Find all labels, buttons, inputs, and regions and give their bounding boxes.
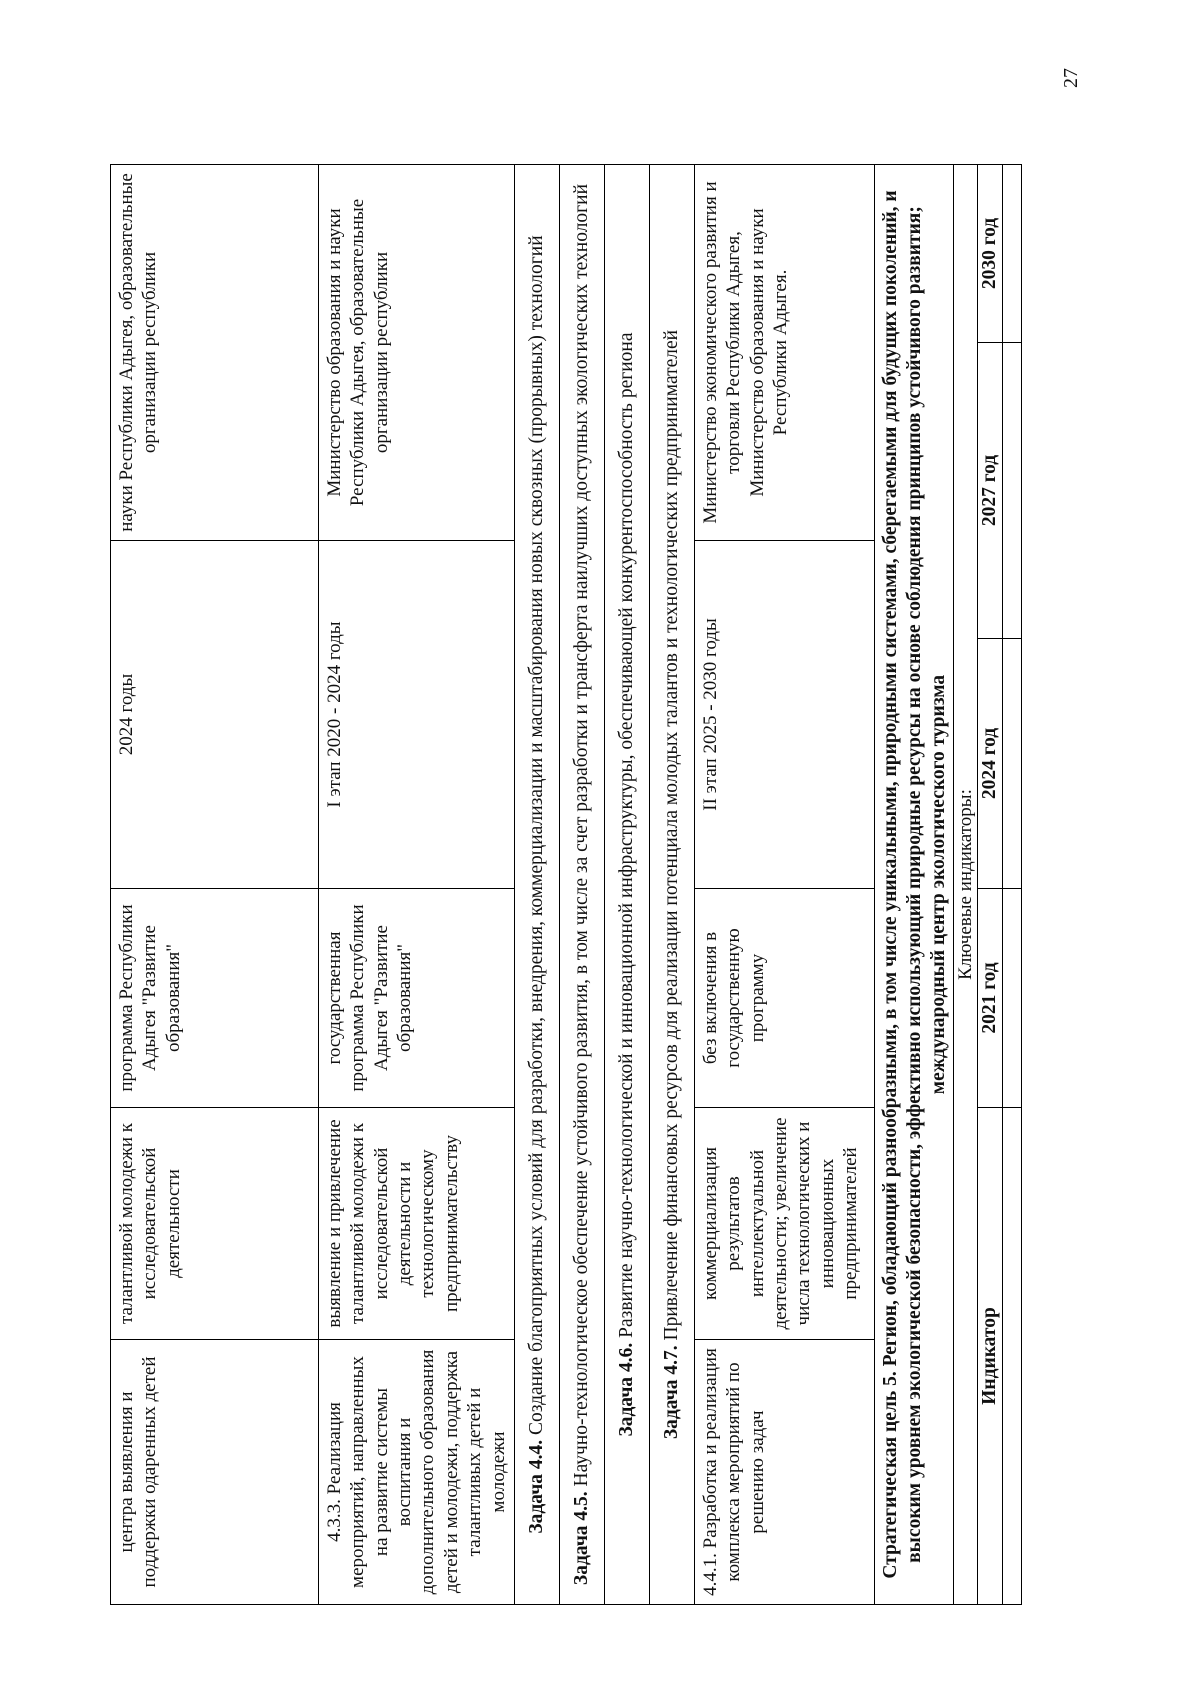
task-4-5 [559, 164, 604, 1604]
program-cell: без включения в государственную программу [694, 889, 874, 1108]
event-cell: центра выявления и поддержки одаренных детей [111, 1340, 319, 1605]
empty-cell [1003, 164, 1022, 342]
goal-text: Регион, обладающий разнообразными, в том числе уникальными, природными системами, сберегаемыми для будущих поколений, и высоким уровнем экологической безопасности, эффективно использующий природные ресурсы на основе соблюдения принципов устойчивого развития; международный центр экологического туризма [879, 190, 949, 1563]
strategic-goal [874, 164, 953, 1604]
task-text: Создание благоприятных условий для разработки, внедрения, коммерциализации и масштабирования новых сквозных (прорывных) технологий [525, 235, 547, 1440]
event-cell: 4.3.3. Реализация мероприятий, направленных на развитие системы воспитания и дополнительного образования детей и молодежи, поддержка талантливых детей и молодежи [319, 1340, 515, 1605]
year-2024-header: 2024 год [978, 639, 1003, 889]
task-text: Развитие научно-технологической и инновационной инфраструктуры, обеспечивающей конкурентоспособность региона [615, 332, 637, 1343]
task-row-4-7 [649, 164, 694, 1604]
goal-label: Стратегическая цель 5. [879, 1371, 901, 1579]
task-label: Задача 4.7. [660, 1345, 682, 1440]
empty-cell [1003, 1108, 1022, 1605]
year-2027-header: 2027 год [978, 342, 1003, 638]
task-label: Задача 4.4. [525, 1439, 547, 1534]
event-cell: 4.4.1. Разработка и реализация комплекса мероприятий по решению задач [694, 1340, 874, 1605]
table-row [319, 164, 515, 1604]
responsible-cell: науки Республики Адыгея, образовательные организации республики [111, 164, 319, 540]
result-cell: выявление и привлечение талантливой молодежи к исследовательской деятельности и технологическому предпринимательству [319, 1108, 515, 1340]
task-4-4 [514, 164, 559, 1604]
task-4-6 [604, 164, 649, 1604]
task-text: Научно-технологическое обеспечение устойчивого развития, в том числе за счет разработки и трансферта наилучших доступных экологических технологий [570, 183, 592, 1492]
task-label: Задача 4.5. [570, 1491, 592, 1586]
rotated-table-container [110, 165, 1090, 1605]
period-cell: 2024 годы [111, 540, 319, 888]
task-label: Задача 4.6. [615, 1342, 637, 1437]
task-row-4-5 [559, 164, 604, 1604]
period-cell: II этап 2025 - 2030 годы [694, 540, 874, 888]
strategic-goal-row [874, 164, 953, 1604]
indicator-column-header: Индикатор [978, 1108, 1003, 1605]
program-cell: государственная программа Республики Адыгея "Развитие образования" [319, 889, 515, 1108]
indicator-empty-row [1003, 164, 1022, 1604]
result-cell: талантливой молодежи к исследовательской деятельности [111, 1108, 319, 1340]
year-2030-header: 2030 год [978, 164, 1003, 342]
result-cell: коммерциализация результатов интеллектуальной деятельности; увеличение числа технологических и инновационных предпринимателей [694, 1108, 874, 1340]
indicator-header-row [978, 164, 1003, 1604]
empty-cell [1003, 342, 1022, 638]
period-cell: I этап 2020 - 2024 годы [319, 540, 515, 888]
task-row-4-6 [604, 164, 649, 1604]
task-row-4-4 [514, 164, 559, 1604]
key-indicators-heading: Ключевые индикаторы: [953, 164, 977, 1604]
strategy-table [110, 164, 1022, 1605]
page-number: 27 [1060, 68, 1082, 88]
empty-cell [1003, 639, 1022, 889]
task-4-7 [649, 164, 694, 1604]
year-2021-header: 2021 год [978, 889, 1003, 1108]
responsible-cell: Министерство образования и науки Республики Адыгея, образовательные организации республики [319, 164, 515, 540]
empty-cell [1003, 889, 1022, 1108]
program-cell: программа Республики Адыгея "Развитие образования" [111, 889, 319, 1108]
table-row [111, 164, 319, 1604]
table-row [694, 164, 874, 1604]
task-text: Привлечение финансовых ресурсов для реализации потенциала молодых талантов и технологических предпринимателей [660, 329, 682, 1346]
key-indicators-row [953, 164, 977, 1604]
responsible-cell: Министерство экономического развития и торговли Республики Адыгея, Министерство образования и науки Республики Адыгея. [694, 164, 874, 540]
